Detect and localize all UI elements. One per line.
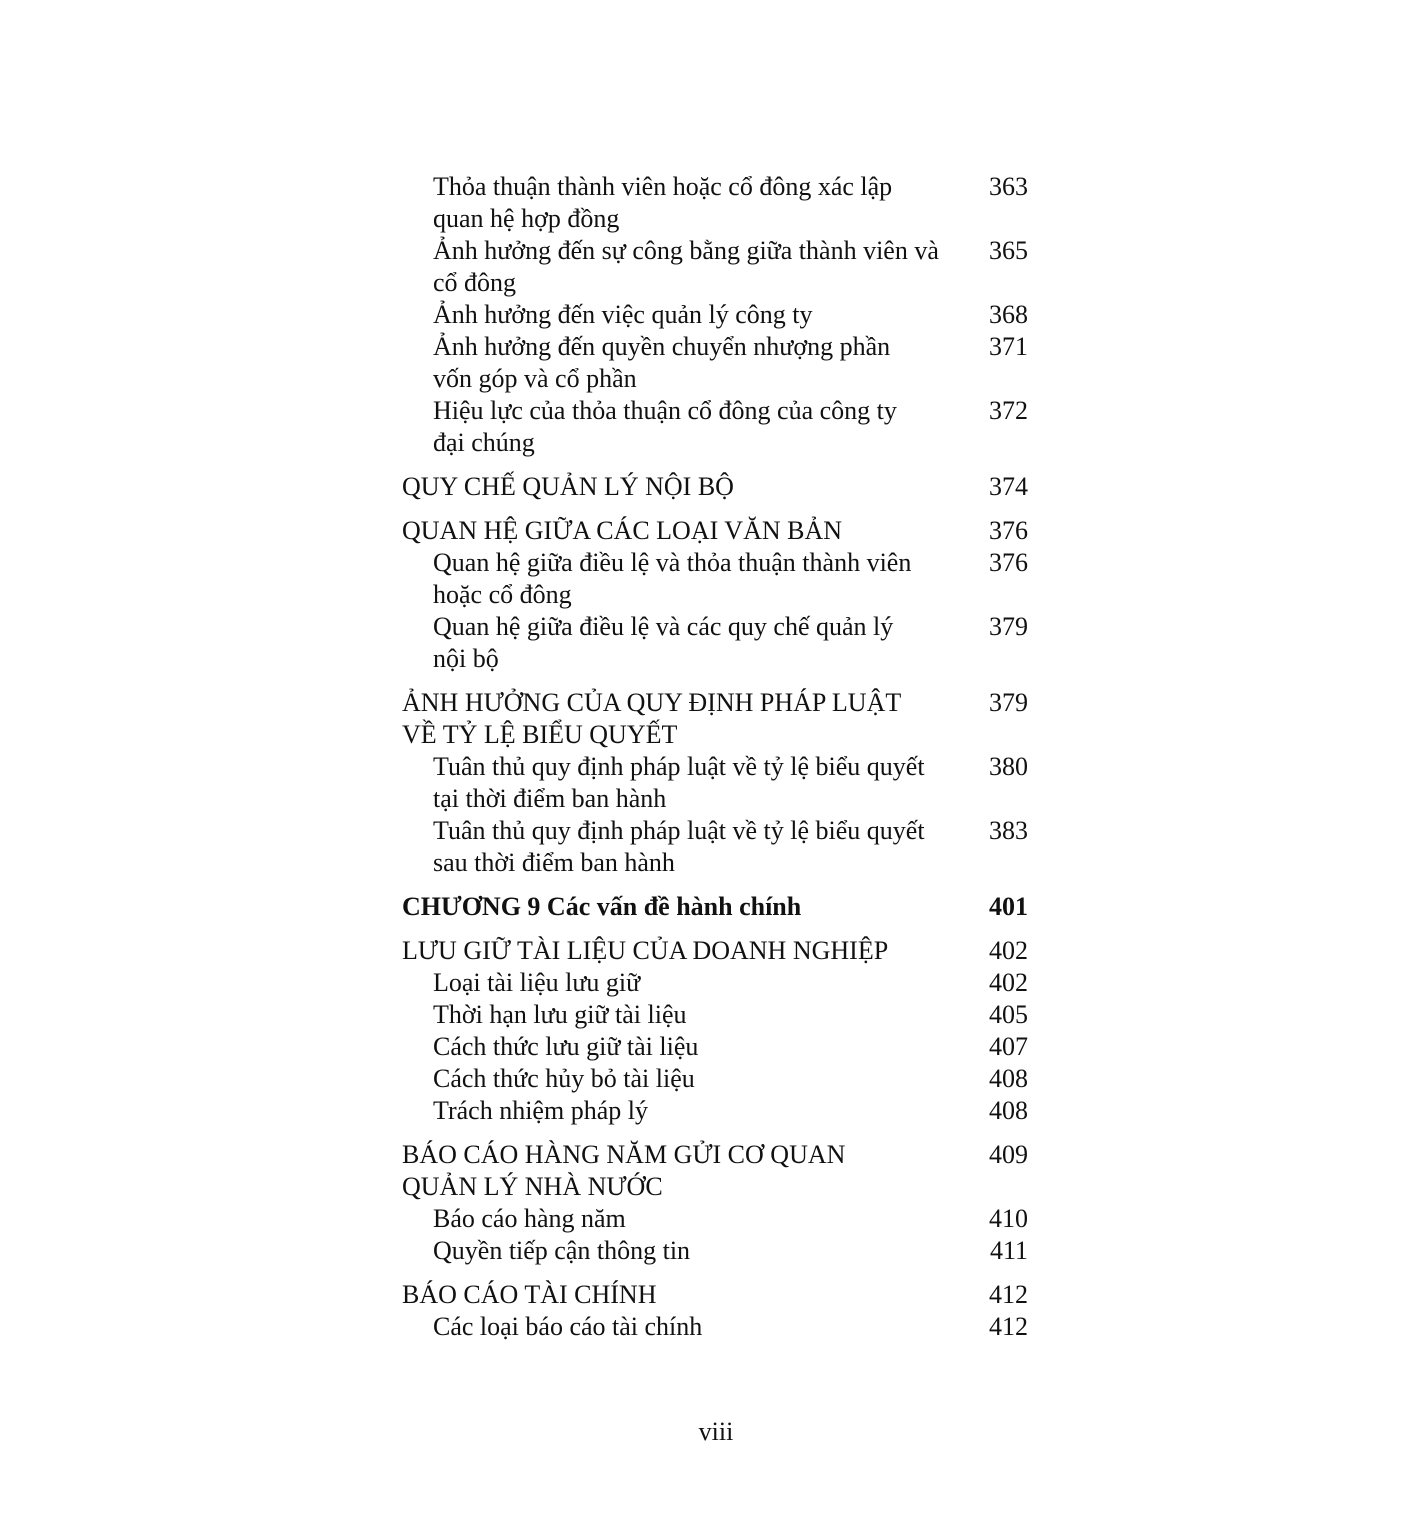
toc-entry-page-number: 402 bbox=[989, 968, 1028, 997]
toc-entry-page-number: 383 bbox=[989, 816, 1028, 845]
page-number-folio: viii bbox=[698, 1417, 734, 1446]
toc-entry-sub bbox=[402, 1311, 1042, 1343]
toc-entry-sub bbox=[402, 299, 1042, 331]
toc-entry-chapter bbox=[402, 891, 1042, 923]
toc-entry-title: Quan hệ giữa điều lệ và thỏa thuận thành viên hoặc cổ đông bbox=[433, 548, 912, 609]
toc-entry-sub bbox=[402, 331, 1042, 395]
toc-entry-page-number: 402 bbox=[989, 936, 1028, 965]
toc-entry-title: Cách thức hủy bỏ tài liệu bbox=[433, 1064, 695, 1093]
toc-entry-page-number: 363 bbox=[989, 172, 1028, 201]
toc-entry-page-number: 371 bbox=[989, 332, 1028, 361]
toc-entry-sub bbox=[402, 1031, 1042, 1063]
toc-entry-title: Cách thức lưu giữ tài liệu bbox=[433, 1032, 699, 1061]
toc-entry-page-number: 411 bbox=[989, 1236, 1028, 1265]
toc-entry-sub bbox=[402, 1063, 1042, 1095]
toc-entry-title: Ảnh hưởng đến sự công bằng giữa thành viên và cổ đông bbox=[433, 236, 939, 297]
table-of-contents bbox=[402, 171, 1042, 1343]
toc-entry-title: Hiệu lực của thỏa thuận cổ đông của công ty đại chúng bbox=[433, 396, 897, 457]
toc-entry-section bbox=[402, 1139, 1042, 1203]
toc-entry-title: QUY CHẾ QUẢN LÝ NỘI BỘ bbox=[402, 472, 734, 501]
toc-entry-sub bbox=[402, 815, 1042, 879]
toc-entry-sub bbox=[402, 1203, 1042, 1235]
toc-entry-sub bbox=[402, 611, 1042, 675]
toc-entry-page-number: 409 bbox=[989, 1140, 1028, 1169]
toc-entry-page-number: 410 bbox=[989, 1204, 1028, 1233]
toc-entry-title: Tuân thủ quy định pháp luật về tỷ lệ biểu quyết sau thời điểm ban hành bbox=[433, 816, 925, 877]
toc-entry-title: CHƯƠNG 9 Các vấn đề hành chính bbox=[402, 892, 802, 921]
toc-entry-page-number: 408 bbox=[989, 1064, 1028, 1093]
toc-entry-page-number: 379 bbox=[989, 612, 1028, 641]
toc-entry-title: Quyền tiếp cận thông tin bbox=[433, 1236, 691, 1265]
toc-entry-page-number: 405 bbox=[989, 1000, 1028, 1029]
toc-entry-title: BÁO CÁO HÀNG NĂM GỬI CƠ QUAN QUẢN LÝ NHÀ NƯỚC bbox=[402, 1140, 846, 1201]
toc-entry-title: Thời hạn lưu giữ tài liệu bbox=[433, 1000, 687, 1029]
toc-entry-section bbox=[402, 687, 1042, 751]
toc-entry-section bbox=[402, 515, 1042, 547]
toc-entry-title: Quan hệ giữa điều lệ và các quy chế quản lý nội bộ bbox=[433, 612, 894, 673]
toc-entry-sub bbox=[402, 751, 1042, 815]
toc-entry-title: ẢNH HƯỞNG CỦA QUY ĐỊNH PHÁP LUẬT VỀ TỶ LỆ BIỂU QUYẾT bbox=[402, 688, 902, 749]
toc-entry-page-number: 376 bbox=[989, 516, 1028, 545]
toc-entry-sub bbox=[402, 235, 1042, 299]
toc-entry-title: BÁO CÁO TÀI CHÍNH bbox=[402, 1280, 657, 1309]
toc-entry-title: Thỏa thuận thành viên hoặc cổ đông xác lập quan hệ hợp đồng bbox=[433, 172, 893, 233]
toc-entry-sub bbox=[402, 547, 1042, 611]
toc-entry-page-number: 376 bbox=[989, 548, 1028, 577]
toc-entry-page-number: 401 bbox=[989, 892, 1028, 921]
toc-entry-page-number: 368 bbox=[989, 300, 1028, 329]
toc-entry-section bbox=[402, 935, 1042, 967]
toc-entry-page-number: 407 bbox=[989, 1032, 1028, 1061]
toc-entry-page-number: 380 bbox=[989, 752, 1028, 781]
toc-entry-title: Loại tài liệu lưu giữ bbox=[433, 968, 641, 997]
toc-entry-title: Ảnh hưởng đến việc quản lý công ty bbox=[433, 300, 813, 329]
toc-entry-sub bbox=[402, 967, 1042, 999]
toc-entry-page-number: 365 bbox=[989, 236, 1028, 265]
toc-entry-page-number: 372 bbox=[989, 396, 1028, 425]
toc-entry-title: Các loại báo cáo tài chính bbox=[433, 1312, 703, 1341]
toc-entry-title: QUAN HỆ GIỮA CÁC LOẠI VĂN BẢN bbox=[402, 516, 843, 545]
toc-entry-title: Trách nhiệm pháp lý bbox=[433, 1096, 648, 1125]
toc-entry-sub bbox=[402, 1095, 1042, 1127]
toc-entry-page-number: 412 bbox=[989, 1312, 1028, 1341]
toc-entry-title: Ảnh hưởng đến quyền chuyển nhượng phần vốn góp và cổ phần bbox=[433, 332, 891, 393]
toc-entry-page-number: 408 bbox=[989, 1096, 1028, 1125]
toc-entry-sub bbox=[402, 395, 1042, 459]
toc-entry-section bbox=[402, 471, 1042, 503]
toc-entry-sub bbox=[402, 171, 1042, 235]
toc-entry-section bbox=[402, 1279, 1042, 1311]
toc-entry-title: LƯU GIỮ TÀI LIỆU CỦA DOANH NGHIỆP bbox=[402, 936, 889, 965]
toc-entry-sub bbox=[402, 1235, 1042, 1267]
toc-entry-page-number: 374 bbox=[989, 472, 1028, 501]
toc-entry-page-number: 412 bbox=[989, 1280, 1028, 1309]
toc-entry-title: Báo cáo hàng năm bbox=[433, 1204, 626, 1233]
toc-entry-page-number: 379 bbox=[989, 688, 1028, 717]
toc-entry-title: Tuân thủ quy định pháp luật về tỷ lệ biểu quyết tại thời điểm ban hành bbox=[433, 752, 925, 813]
toc-entry-sub bbox=[402, 999, 1042, 1031]
